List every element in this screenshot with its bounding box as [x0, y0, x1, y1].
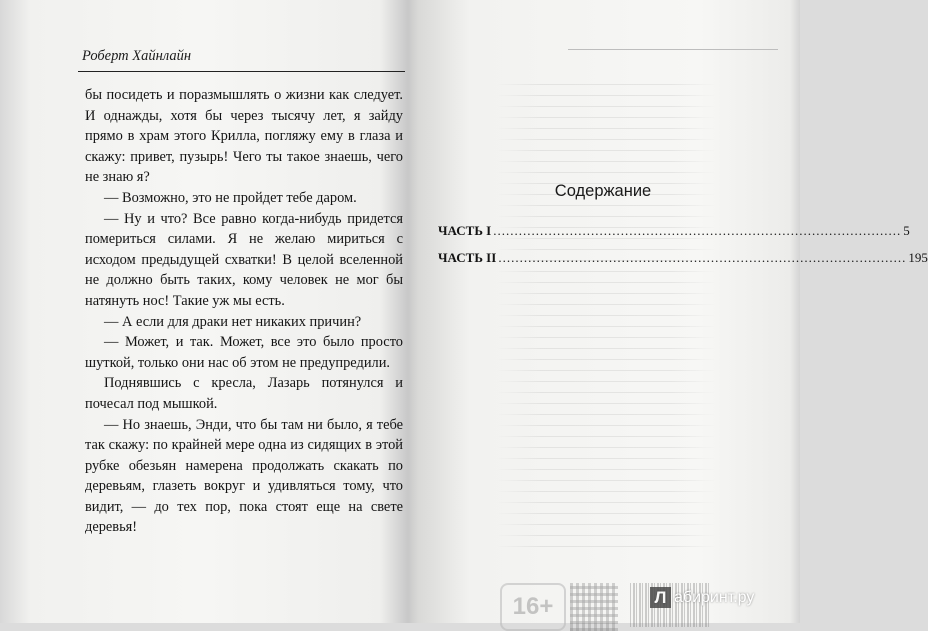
- toc-leader-dots: ................................................................................................: [493, 223, 902, 238]
- toc-leader-dots: ................................................................................................: [498, 250, 907, 265]
- toc-entry-part-2: [438, 250, 928, 266]
- show-through-header: [568, 49, 778, 50]
- header-rule: [78, 71, 405, 72]
- body-text: [85, 85, 403, 538]
- paragraph: — Возможно, это не пройдет тебе даром.: [104, 189, 357, 206]
- toc-page-number: 5: [903, 223, 910, 238]
- paragraph: Поднявшись с кресла, Лазарь потянулся и почесал под мышкой.: [85, 375, 403, 412]
- show-through-text: [496, 78, 716, 548]
- paragraph: — Может, и так. Может, все это было просто шуткой, только они нас об этом не предупредили.: [85, 334, 403, 371]
- paragraph: бы посидеть и поразмышлять о жизни как следует. И однажды, хотя бы через тысячу лет, я зайду прямо в храм этого Крилла, погляжу ему в глаза и скажу: привет, пузырь! Чего ты такое знаешь, чего не знаю я?: [85, 87, 403, 186]
- labirint-logo-icon: Л: [650, 587, 671, 608]
- paragraph: — Но знаешь, Энди, что бы там ни было, я тебе так скажу: по крайней мере одна из сидящих в этой рубке обезьян намерена продолжать скакать по деревьям, глазеть вокруг и удивляться тому, что видит, — до тех пор, пока стоят еще на свете деревья!: [85, 416, 403, 536]
- age-rating-badge: 16+: [500, 583, 566, 631]
- paragraph: — А если для драки нет никаких причин?: [104, 313, 362, 330]
- toc-entry-label: ЧАСТЬ I: [438, 223, 492, 238]
- right-page: [418, 38, 928, 620]
- qr-code-icon: [570, 583, 618, 631]
- toc-entry-label: ЧАСТЬ II: [438, 250, 497, 265]
- running-head: Роберт Хайнлайн: [82, 48, 192, 64]
- watermark-logo: [650, 587, 754, 608]
- toc-title: Содержание: [554, 182, 652, 200]
- watermark-text: абиринт.ру: [674, 588, 755, 606]
- paragraph: — Ну и что? Все равно когда-нибудь придется помериться силами. Я не желаю мириться с исходом предыдущей схватки! В целой вселенной не должно быть таких, кому человек не мог бы натянуть нос! Такие уж мы есть.: [85, 210, 403, 309]
- left-page: [68, 38, 403, 618]
- toc-entry-part-1: [438, 223, 910, 239]
- toc-page-number: 195: [908, 250, 928, 265]
